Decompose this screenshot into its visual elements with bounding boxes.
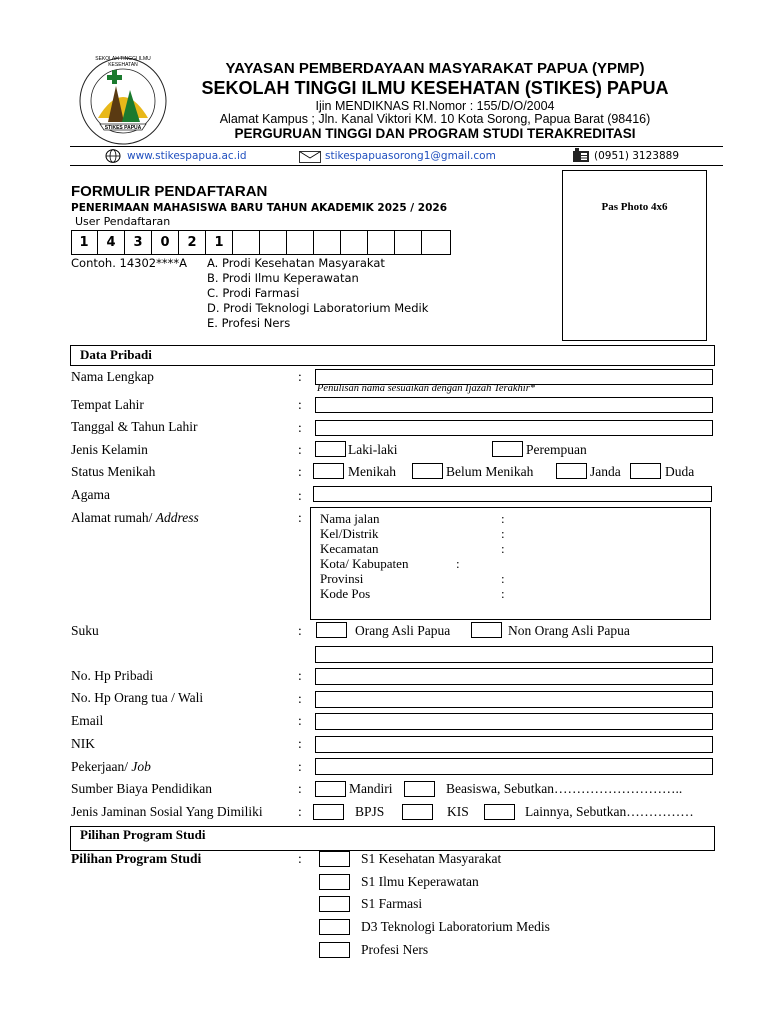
label-birth-place: Tempat Lahir: [71, 397, 144, 412]
label-ethnicity: Suku: [71, 623, 99, 638]
globe-icon: [105, 149, 121, 163]
program-ners-label: Profesi Ners: [361, 942, 429, 957]
colon: :: [298, 736, 302, 751]
colon: :: [501, 541, 505, 556]
colon: :: [298, 369, 302, 384]
gender-female-label: Perempuan: [526, 442, 587, 457]
birth-date-input[interactable]: [315, 420, 713, 436]
funding-scholarship-label: Beasiswa, Sebutkan………………………..: [446, 781, 683, 796]
prodi-code-b: B. Prodi Ilmu Keperawatan: [207, 271, 359, 285]
logo: [78, 56, 168, 146]
marital-married-label: Menikah: [348, 464, 396, 479]
ethnicity-papuan-checkbox[interactable]: [316, 622, 347, 638]
colon: :: [456, 556, 460, 571]
form-title: FORMULIR PENDAFTARAN: [71, 183, 268, 200]
photo-label: Pas Photo 4x6: [601, 201, 668, 213]
user-digit[interactable]: 1: [206, 230, 233, 255]
colon: :: [298, 851, 302, 866]
gender-male-label: Laki-laki: [348, 442, 398, 457]
program-public-health-checkbox[interactable]: [319, 851, 350, 867]
colon: :: [298, 668, 302, 683]
address-district-label: Kel/Distrik: [320, 526, 379, 541]
social-other-label: Lainnya, Sebutkan……………: [525, 804, 694, 819]
colon: :: [298, 397, 302, 412]
colon: :: [298, 804, 302, 819]
email-input[interactable]: [315, 713, 713, 730]
gender-male-checkbox[interactable]: [315, 441, 346, 457]
religion-input[interactable]: [313, 486, 712, 502]
colon: :: [501, 526, 505, 541]
address-street-label: Nama jalan: [320, 511, 380, 526]
school-name: SEKOLAH TINGGI ILMU KESEHATAN (STIKES) PAPUA: [201, 78, 669, 98]
user-digit[interactable]: 1: [71, 230, 98, 255]
user-digit[interactable]: [314, 230, 341, 255]
user-digit[interactable]: 4: [98, 230, 125, 255]
label-religion: Agama: [71, 487, 110, 502]
logo-top-text: SEKOLAH TINGGI ILMU KESEHATAN: [95, 56, 151, 68]
social-kis-checkbox[interactable]: [402, 804, 433, 820]
nik-input[interactable]: [315, 736, 713, 753]
user-digit[interactable]: [233, 230, 260, 255]
label-marital-status: Status Menikah: [71, 464, 156, 479]
occupation-input[interactable]: [315, 758, 713, 775]
user-digit[interactable]: [341, 230, 368, 255]
program-pharmacy-checkbox[interactable]: [319, 896, 350, 912]
email-link[interactable]: stikespapuasorong1@gmail.com: [325, 150, 496, 162]
birth-place-input[interactable]: [315, 397, 713, 413]
colon: :: [298, 488, 302, 503]
label-gender: Jenis Kelamin: [71, 442, 148, 457]
guardian-phone-input[interactable]: [315, 691, 713, 708]
colon: :: [298, 442, 302, 457]
label-email: Email: [71, 713, 104, 728]
label-guardian-phone: No. Hp Orang tua / Wali: [71, 690, 204, 705]
marital-widow-checkbox[interactable]: [556, 463, 587, 479]
user-digit[interactable]: 3: [125, 230, 152, 255]
header-divider-top: [70, 146, 723, 147]
ethnicity-papuan-label: Orang Asli Papua: [355, 623, 451, 638]
colon: :: [298, 420, 302, 435]
section-personal-data: Data Pribadi: [70, 345, 715, 366]
social-kis-label: KIS: [447, 804, 469, 819]
label-personal-phone: No. Hp Pribadi: [71, 668, 154, 683]
label-occupation: [71, 759, 151, 775]
colon: :: [298, 781, 302, 796]
marital-single-checkbox[interactable]: [412, 463, 443, 479]
prodi-code-d: D. Prodi Teknologi Laboratorium Medik: [207, 301, 429, 315]
label-address-text: Alamat rumah/: [71, 510, 153, 525]
prodi-code-c: C. Prodi Farmasi: [207, 286, 300, 300]
social-other-checkbox[interactable]: [484, 804, 515, 820]
user-digit[interactable]: [395, 230, 422, 255]
colon: :: [298, 464, 302, 479]
user-digit[interactable]: [368, 230, 395, 255]
program-lab-tech-checkbox[interactable]: [319, 919, 350, 935]
label-full-name: Nama Lengkap: [71, 369, 154, 384]
social-bpjs-label: BPJS: [355, 804, 385, 819]
label-address: [71, 510, 199, 526]
program-public-health-label: S1 Kesehatan Masyarakat: [361, 851, 502, 866]
colon: :: [298, 691, 302, 706]
label-birth-date: Tanggal & Tahun Lahir: [71, 419, 198, 434]
colon: :: [298, 713, 302, 728]
full-name-note: Penulisan nama sesuaikan dengan Ijazah Terakhir*: [317, 383, 536, 394]
label-funding-source: Sumber Biaya Pendidikan: [71, 781, 212, 796]
address-postcode-label: Kode Pos: [320, 586, 371, 601]
program-ners-checkbox[interactable]: [319, 942, 350, 958]
colon: :: [298, 759, 302, 774]
campus-address: Alamat Kampus ; Jln. Kanal Viktori KM. 10 Kota Sorong, Papua Barat (98416): [219, 112, 651, 126]
user-digit[interactable]: [422, 230, 449, 255]
personal-phone-input[interactable]: [315, 668, 713, 685]
social-bpjs-checkbox[interactable]: [313, 804, 344, 820]
program-lab-tech-label: D3 Teknologi Laboratorium Medis: [361, 919, 550, 934]
marital-single-label: Belum Menikah: [446, 464, 534, 479]
funding-scholarship-checkbox[interactable]: [404, 781, 435, 797]
form-subtitle: PENERIMAAN MAHASISWA BARU TAHUN AKADEMIK 2025 / 2026: [71, 202, 448, 214]
section-program-choice: Pilihan Program Studi: [70, 826, 715, 851]
label-social-security: Jenis Jaminan Sosial Yang Dimiliki: [71, 804, 263, 819]
address-subdistrict-label: Kecamatan: [320, 541, 379, 556]
label-occupation-italic: Job: [131, 759, 151, 774]
colon: :: [501, 586, 505, 601]
user-digit[interactable]: 0: [152, 230, 179, 255]
gender-female-checkbox[interactable]: [492, 441, 523, 457]
address-city-label: Kota/ Kabupaten: [320, 556, 409, 571]
phone-number: (0951) 3123889: [594, 150, 680, 162]
photo-box[interactable]: [562, 170, 707, 341]
permit-number: Ijin MENDIKNAS RI.Nomor : 155/D/O/2004: [315, 99, 555, 113]
colon: :: [298, 623, 302, 638]
user-digit[interactable]: [287, 230, 314, 255]
foundation-name: YAYASAN PEMBERDAYAAN MASYARAKAT PAPUA (YPMP): [225, 60, 645, 77]
user-digit[interactable]: 2: [179, 230, 206, 255]
label-address-italic: Address: [155, 510, 199, 525]
marital-widow-label: Janda: [590, 464, 621, 479]
website-link[interactable]: www.stikespapua.ac.id: [127, 150, 247, 162]
colon: :: [501, 571, 505, 586]
label-occupation-text: Pekerjaan/: [71, 759, 128, 774]
marital-widower-checkbox[interactable]: [630, 463, 661, 479]
ethnicity-non-papuan-label: Non Orang Asli Papua: [508, 623, 630, 638]
prodi-code-a: A. Prodi Kesehatan Masyarakat: [207, 256, 385, 270]
program-nursing-checkbox[interactable]: [319, 874, 350, 890]
marital-widower-label: Duda: [665, 464, 695, 479]
program-nursing-label: S1 Ilmu Keperawatan: [361, 874, 479, 889]
address-province-label: Provinsi: [320, 571, 364, 586]
user-digit[interactable]: [260, 230, 287, 255]
ethnicity-non-papuan-checkbox[interactable]: [471, 622, 502, 638]
example-code: Contoh. 14302****A: [71, 256, 187, 270]
colon: :: [501, 511, 505, 526]
funding-self-checkbox[interactable]: [315, 781, 346, 797]
mail-icon: [299, 150, 321, 162]
accreditation: PERGURUAN TINGGI DAN PROGRAM STUDI TERAKREDITASI: [234, 126, 636, 141]
label-program-choice: Pilihan Program Studi: [71, 851, 202, 866]
marital-married-checkbox[interactable]: [313, 463, 344, 479]
prodi-code-e: E. Profesi Ners: [207, 316, 291, 330]
program-pharmacy-label: S1 Farmasi: [361, 896, 423, 911]
colon: :: [298, 510, 302, 525]
logo-bottom-text: STIKES PAPUA: [104, 125, 142, 131]
label-nik: NIK: [71, 736, 95, 751]
funding-self-label: Mandiri: [349, 781, 393, 796]
phone-icon: [572, 147, 590, 163]
user-label: User Pendaftaran: [75, 215, 171, 228]
ethnicity-detail-input[interactable]: [315, 646, 713, 663]
header-divider-bottom: [70, 165, 723, 166]
